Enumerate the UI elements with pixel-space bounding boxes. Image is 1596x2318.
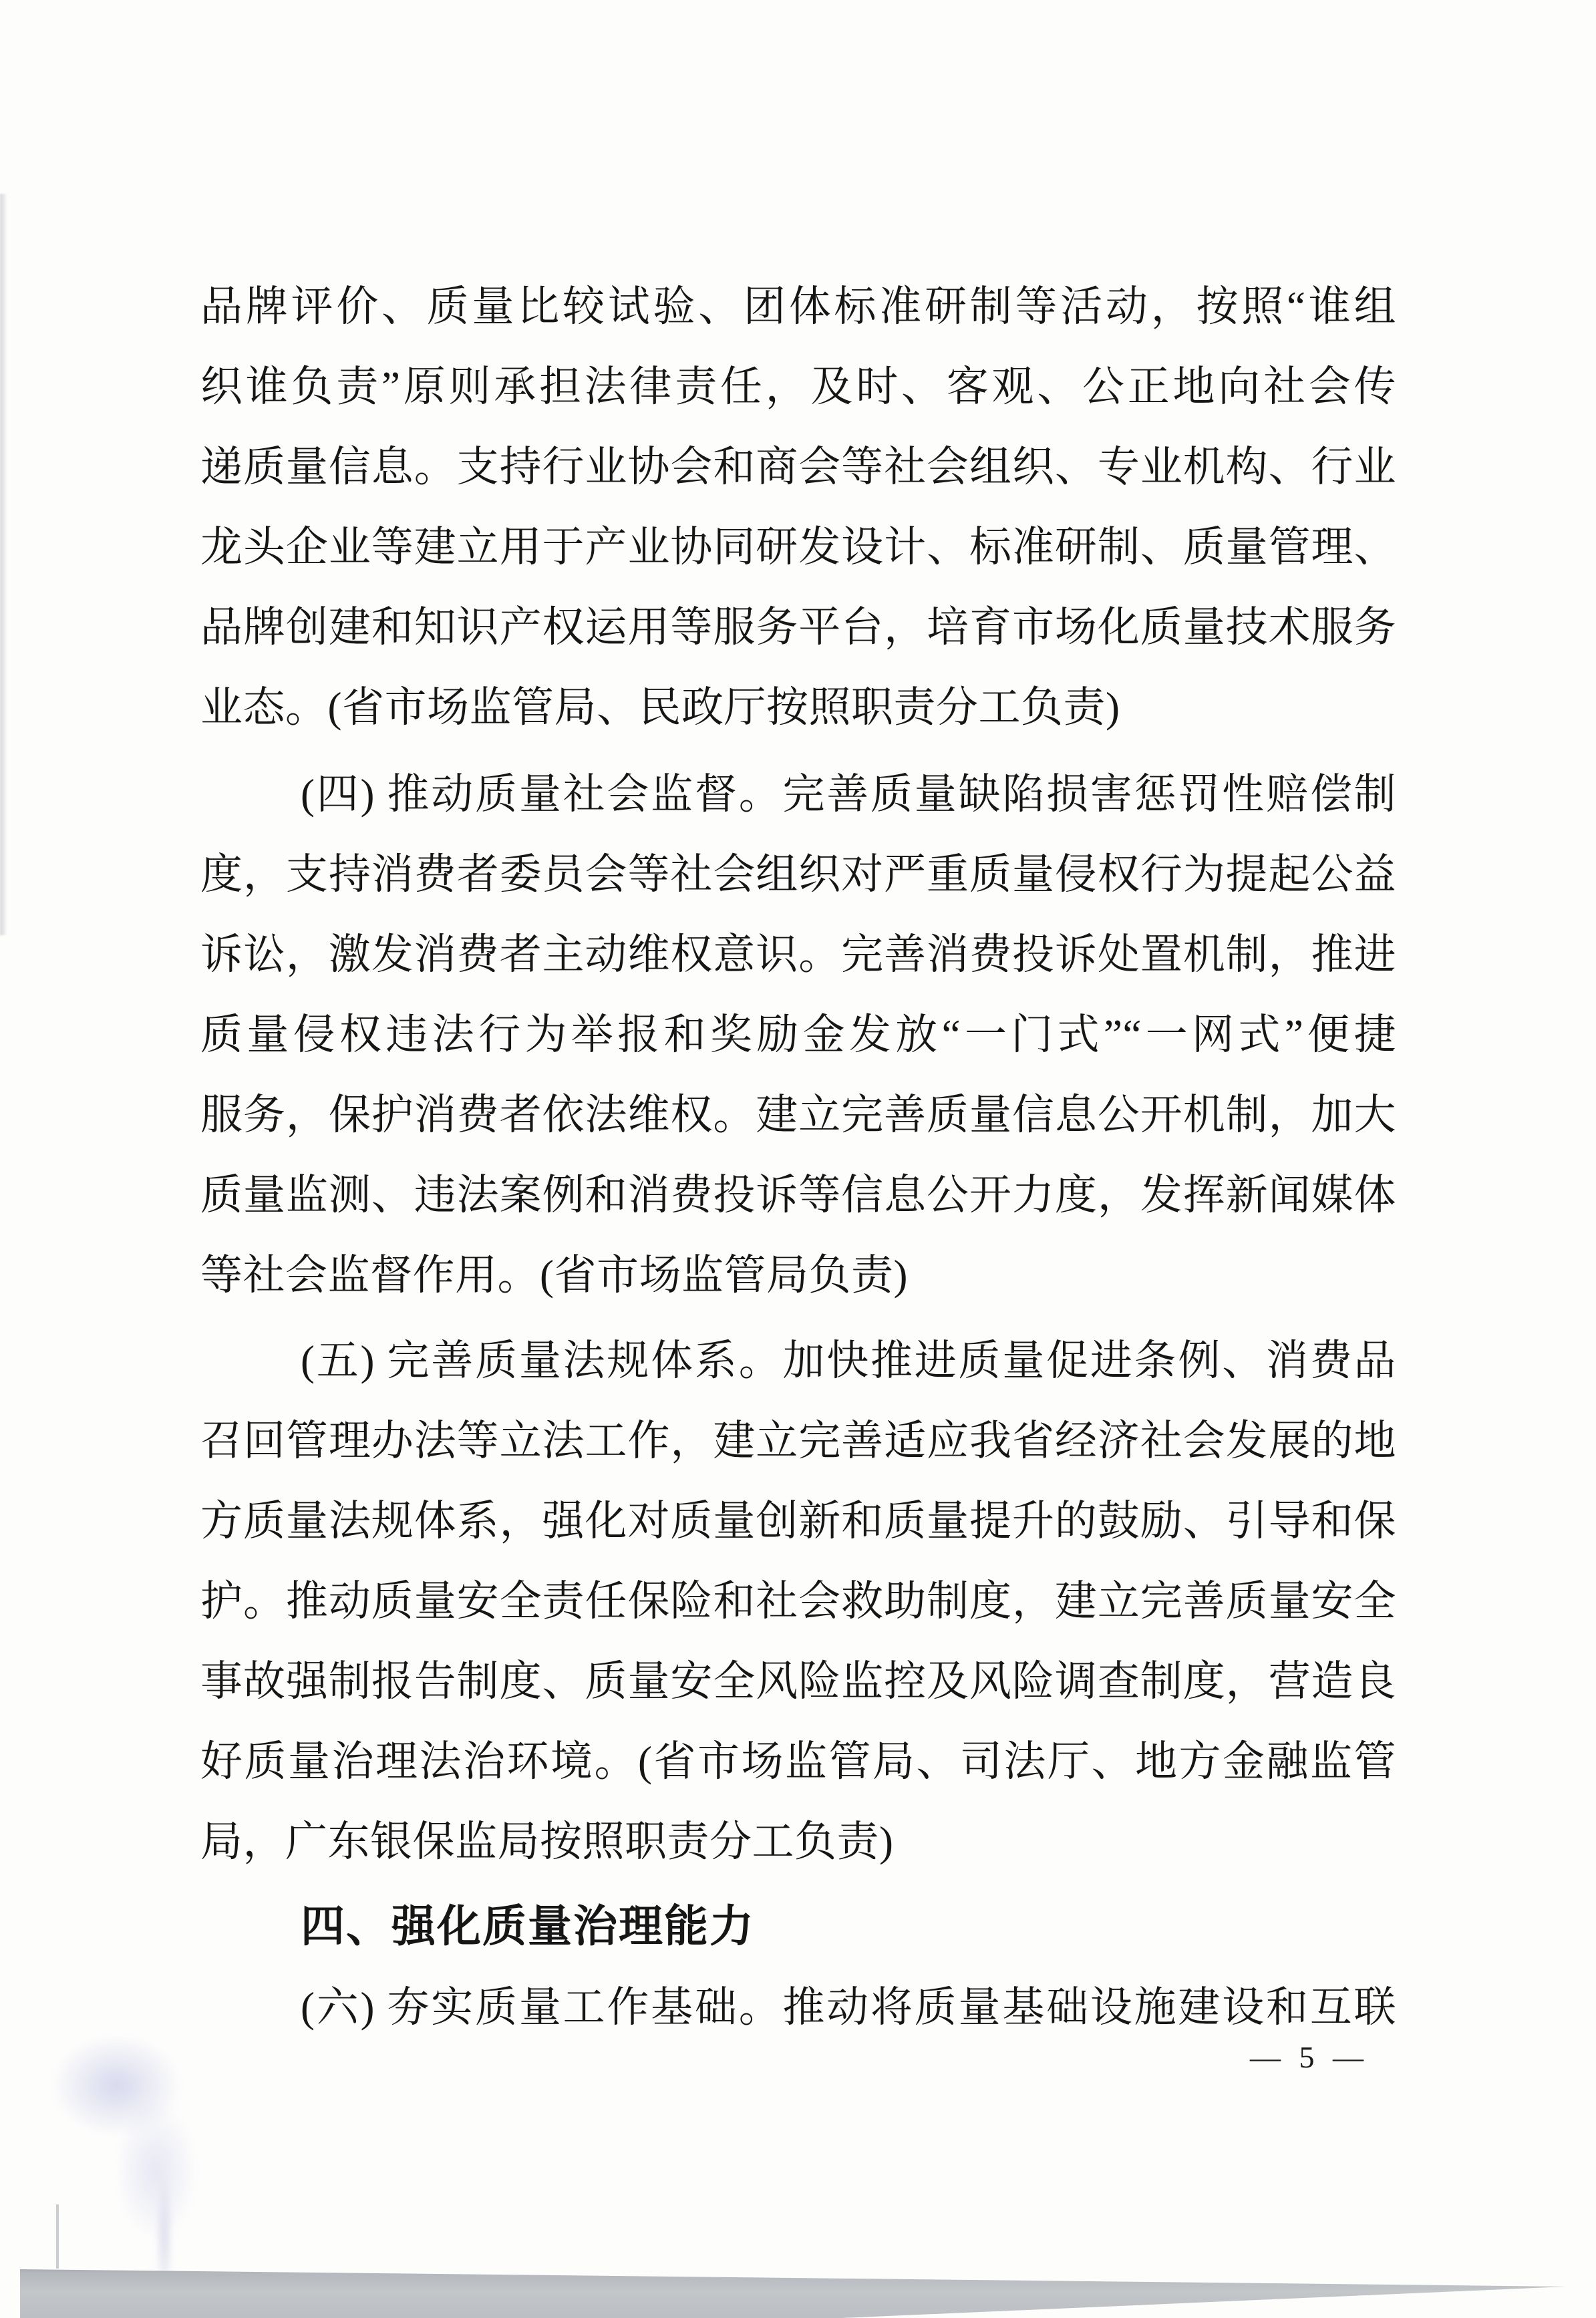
text-line: 好质量治理法治环境。(省市场监管局、司法厅、地方金融监管 xyxy=(200,1738,1396,1785)
text-line: 方质量法规体系，强化对质量创新和质量提升的鼓励、引导和保 xyxy=(200,1498,1396,1544)
paragraph-item-5 xyxy=(200,1321,1396,1882)
text-line: (六) 夯实质量工作基础。推动将质量基础设施建设和互联 xyxy=(301,1984,1396,2031)
text-line: 质量侵权违法行为举报和奖励金发放“一门式”“一网式”便捷 xyxy=(200,1011,1396,1058)
page-number: — 5 — xyxy=(1250,2040,1369,2074)
text-line: 业态。(省市场监管局、民政厅按照职责分工负责) xyxy=(200,684,1120,731)
scan-page-edge-line xyxy=(56,2204,59,2269)
paragraph-item-6 xyxy=(200,1967,1396,2047)
text-line: 护。推动质量安全责任保险和社会救助制度，建立完善质量安全 xyxy=(200,1578,1396,1625)
text-line: 质量监测、违法案例和消费投诉等信息公开力度，发挥新闻媒体 xyxy=(200,1172,1396,1218)
paragraph-item-4 xyxy=(200,754,1396,1315)
text-line: 等社会监督作用。(省市场监管局负责) xyxy=(200,1252,908,1299)
text-line: (四) 推动质量社会监督。完善质量缺陷损害惩罚性赔偿制 xyxy=(301,771,1396,818)
text-line: 局，广东银保监局按照职责分工负责) xyxy=(200,1818,894,1865)
text-line: 递质量信息。支持行业协会和商会等社会组织、专业机构、行业 xyxy=(200,444,1396,490)
text-line: 织谁负责”原则承担法律责任，及时、客观、公正地向社会传 xyxy=(200,363,1396,410)
text-line: 品牌创建和知识产权运用等服务平台，培育市场化质量技术服务 xyxy=(200,604,1396,651)
text-line: 诉讼，激发消费者主动维权意识。完善消费投诉处置机制，推进 xyxy=(200,931,1396,978)
text-line: 龙头企业等建立用于产业协同研发设计、标准研制、质量管理、 xyxy=(200,524,1396,570)
text-line: 度，支持消费者委员会等社会组织对严重质量侵权行为提起公益 xyxy=(200,851,1396,898)
text-line: 服务，保护消费者依法维权。建立完善质量信息公开机制，加大 xyxy=(200,1092,1396,1138)
paragraph-continued xyxy=(200,267,1396,748)
text-line: 事故强制报告制度、质量安全风险监控及风险调查制度，营造良 xyxy=(200,1658,1396,1705)
scan-shadow-bottom xyxy=(0,2265,1596,2318)
text-line: (五) 完善质量法规体系。加快推进质量促进条例、消费品 xyxy=(301,1337,1396,1384)
scan-edge-artifact xyxy=(0,194,9,935)
text-line: 召回管理办法等立法工作，建立完善适应我省经济社会发展的地 xyxy=(200,1418,1396,1464)
scan-watermark-smudge xyxy=(10,2011,291,2278)
section-heading: 四、强化质量治理能力 xyxy=(301,1902,755,1951)
text-line: 品牌评价、质量比较试验、团体标准研制等活动，按照“谁组 xyxy=(200,283,1396,330)
